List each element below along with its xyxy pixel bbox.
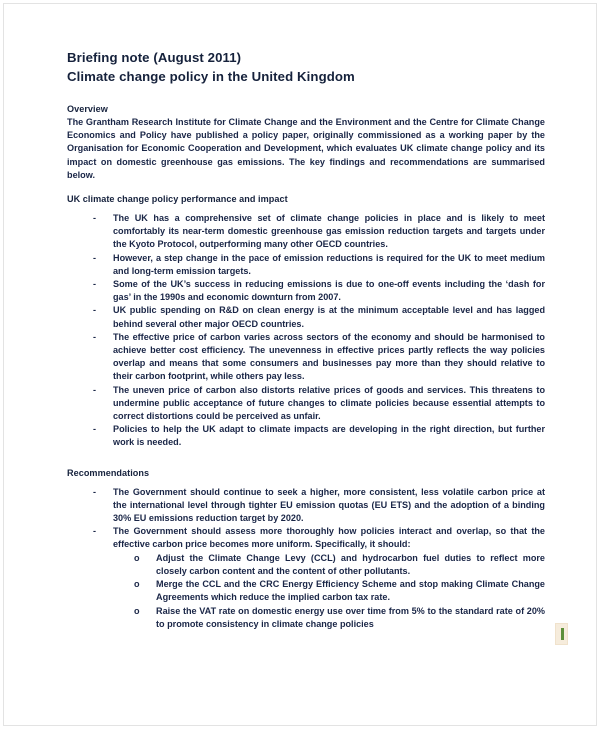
list-item-text: The UK has a comprehensive set of climate change policies in place and is likely to meet comfortably its near-term domestic greenhouse gas emission reduction targets and targets under the Kyoto Protocol, outperforming many other OECD countries.: [113, 213, 545, 250]
list-item-text: The Government should continue to seek a higher, more consistent, less volatile carbon price at the international level through tighter EU emission quotas (EU ETS) and the adoption of a binding 30% EU emissions reduction target by 2020.: [113, 486, 545, 524]
document-page: [3, 3, 597, 726]
list-item: [67, 278, 545, 304]
page-marker-tick-icon: [561, 628, 564, 640]
spacer: [67, 450, 545, 467]
sub-list-item-text: Raise the VAT rate on domestic energy use over time from 5% to the standard rate of 20% to promote consistency in climate change policies: [156, 605, 545, 629]
section-heading-recommendations: Recommendations: [67, 467, 150, 478]
list-item: [67, 525, 545, 551]
overview-paragraph: The Grantham Research Institute for Climate Change and the Environment and the Centre for Climate Change Economics and Policy have published a policy paper, originally commissioned as a working paper by the Organisation for Economic Cooperation and Development, which evaluates UK climate change policy and its impact on domestic greenhouse gas emissions. The key findings and recommendations are summarised below.: [67, 117, 545, 180]
list-item: [67, 384, 545, 424]
page-title: [67, 48, 545, 86]
performance-bullet-list: [67, 212, 545, 450]
list-item-text: Some of the UK’s success in reducing emissions is due to one-off events including the ‘dash for gas’ in the 1990s and economic downturn from 2007.: [113, 279, 545, 303]
bullet-marker-icon: -: [93, 486, 97, 497]
bullet-marker-icon: -: [93, 526, 97, 537]
list-item: [67, 304, 545, 330]
bullet-marker-icon: -: [93, 331, 97, 342]
recommendations-bullet-list: [67, 486, 545, 552]
list-item-text: The Government should assess more thoroughly how policies interact and overlap, so that the effective carbon price becomes more uniform. Specifically, it should:: [113, 526, 545, 550]
spacer: [67, 182, 545, 193]
sub-list-item: [67, 578, 545, 604]
list-item-text: The effective price of carbon varies across sectors of the economy and should be harmonised to achieve better cost efficiency. The unevenness in effective prices partly reflects the way policies overlap and means that some consumers and businesses pay more than they should relative to their carbon footprint, while others pay less.: [113, 331, 545, 382]
bullet-marker-icon: -: [93, 279, 97, 290]
list-item-text: The uneven price of carbon also distorts relative prices of goods and services. This threatens to undermine public acceptance of future changes to climate policies because essential attempts to correct distortions could be perceived as unfair.: [113, 384, 545, 422]
list-item: [67, 331, 545, 384]
bullet-marker-icon: -: [93, 252, 97, 263]
bullet-marker-icon: -: [93, 305, 97, 316]
bullet-marker-icon: -: [93, 424, 97, 435]
sub-bullet-marker-icon: o: [134, 552, 140, 563]
recommendations-sub-bullet-list: [67, 552, 545, 631]
list-item-text: However, a step change in the pace of emission reductions is required for the UK to meet medium and long-term emission targets.: [113, 252, 545, 276]
sub-list-item: [67, 552, 545, 578]
sub-bullet-marker-icon: o: [134, 579, 140, 590]
list-item-text: UK public spending on R&D on clean energy is at the minimum acceptable level and has lagged behind several other major OECD countries.: [113, 305, 545, 329]
document-title-line-2: Climate change policy in the United Kingdom: [67, 69, 355, 84]
list-item: [67, 423, 545, 449]
section-heading-overview: Overview: [67, 104, 108, 114]
sub-list-item: [67, 605, 545, 631]
document-content: [67, 48, 545, 631]
bullet-marker-icon: -: [93, 213, 97, 224]
list-item: [67, 252, 545, 278]
spacer: [67, 86, 545, 103]
sub-list-item-text: Adjust the Climate Change Levy (CCL) and hydrocarbon fuel duties to reflect more closely carbon content and the content of other pollutants.: [156, 552, 545, 576]
document-title-line-1: Briefing note (August 2011): [67, 50, 242, 65]
list-item: [67, 486, 545, 526]
bullet-marker-icon: -: [93, 384, 97, 395]
page-corner-marker: [555, 623, 568, 645]
list-item-text: Policies to help the UK adapt to climate impacts are developing in the right direction, but further work is needed.: [113, 424, 545, 448]
sub-list-item-text: Merge the CCL and the CRC Energy Efficiency Scheme and stop making Climate Change Agreements which reduce the implied carbon tax rate.: [156, 579, 545, 603]
section-heading-performance: UK climate change policy performance and impact: [67, 194, 288, 205]
sub-bullet-marker-icon: o: [134, 605, 140, 616]
list-item: [67, 212, 545, 252]
